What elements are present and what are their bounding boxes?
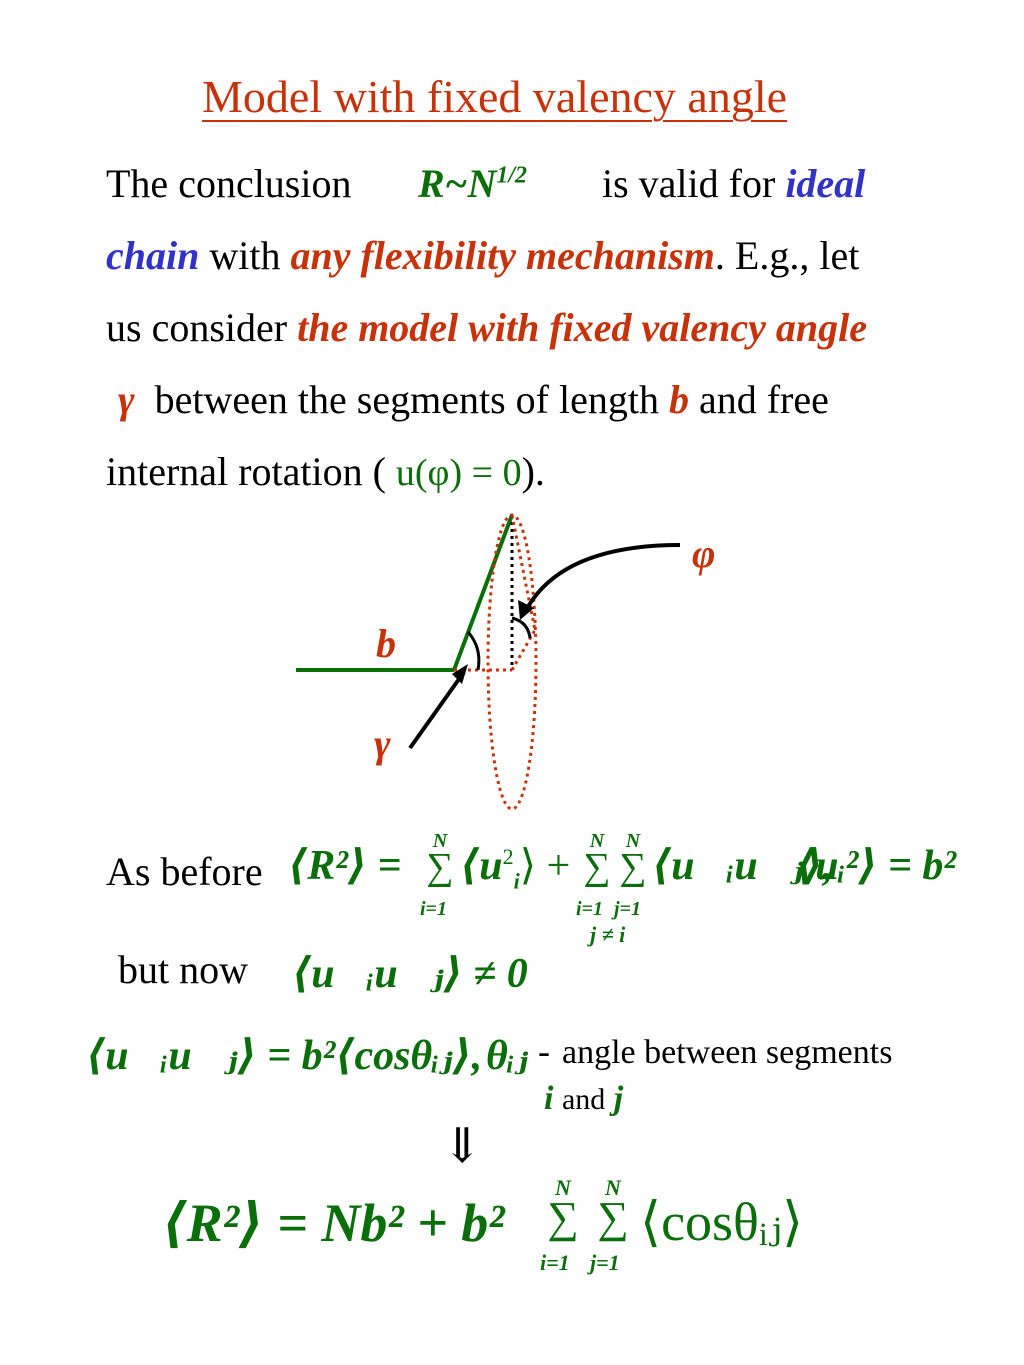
eq4-sum2-top: N — [605, 1175, 621, 1200]
text-model-fixed: the model with fixed valency angle — [297, 305, 867, 350]
label-gamma: γ — [374, 721, 391, 766]
text-with: with — [209, 233, 281, 278]
eq4-sum1-top: N — [555, 1175, 571, 1200]
phi-arrow — [525, 545, 680, 612]
eq1-sum1-sigma: ∑ — [426, 846, 454, 888]
eq3-desc-i: i — [544, 1080, 554, 1117]
text-the-conclusion: The conclusion — [106, 161, 352, 206]
eq2-expr: ⟨u⃗ᵢu⃗ⱼ⟩ ≠ 0 — [292, 951, 528, 997]
text-any-flexibility: any flexibility mechanism — [290, 233, 715, 278]
eq3-theta: θᵢⱼ — [486, 1033, 529, 1079]
rotated-projection — [512, 630, 535, 670]
eq1-sum1-bot: i=1 — [420, 898, 447, 920]
eq3-expr: ⟨u⃗ᵢu⃗ⱼ⟩ = b²⟨cosθᵢⱼ⟩, — [86, 1033, 483, 1079]
text-b: b — [668, 377, 689, 422]
text-close-paren: ). — [521, 449, 545, 494]
text-and-free: and free — [698, 377, 829, 422]
eq1-sum3-top: N — [625, 830, 641, 852]
text-is-valid-for: is valid for — [602, 161, 776, 206]
eq1-term3: ⟨uᵢ²⟩ = b² — [796, 843, 956, 889]
eq1-condition: j ≠ i — [590, 922, 626, 947]
eq4-sum2-sigma: ∑ — [597, 1193, 629, 1242]
eq3-desc-and: and — [561, 1083, 606, 1116]
phi-arc — [512, 618, 530, 638]
eq1-lhs — [288, 840, 401, 890]
label-phi: φ — [692, 531, 716, 576]
eq1-sum3-sigma: ∑ — [619, 846, 647, 888]
eq1-term2: ⟨u⃗ᵢu⃗ⱼ⟩, — [652, 843, 834, 889]
text-ideal: ideal — [785, 161, 866, 206]
text-internal-rotation: internal rotation ( — [106, 449, 386, 494]
eq3-desc-line1: angle between segments — [562, 1034, 893, 1071]
text-us-consider: us consider — [106, 305, 288, 350]
eq1-sum2-top: N — [589, 830, 605, 852]
text-between-segments: between the segments of length — [154, 377, 659, 422]
eq3-dash: - — [538, 1031, 550, 1071]
eq1-sum3-bot: j=1 — [614, 898, 641, 920]
eq1-term1: $⟨u^2_i⟩$ + — [460, 843, 571, 894]
eq4-sum1-sigma: ∑ — [547, 1193, 579, 1242]
eq1-term1-close: ⟩ + — [519, 843, 571, 889]
gamma-arrow — [410, 672, 464, 748]
label-b: b — [376, 621, 396, 666]
eq4-rhs: ⟨cosθᵢⱼ⟩ — [640, 1192, 804, 1252]
eq2-prefix: but now — [118, 947, 248, 992]
segment-slanted — [454, 515, 512, 670]
eq1-sum2-sigma: ∑ — [583, 846, 611, 888]
slide-title: Model with fixed valency angle — [202, 71, 788, 122]
eq1-prefix: As before — [106, 849, 263, 894]
formula-r-n-exponent: 1/2 — [496, 162, 528, 189]
text-eg-let: . E.g., let — [714, 233, 860, 278]
eq1-sum2-bot: i=1 — [576, 898, 603, 920]
eq4-sum2-bot: j=1 — [590, 1250, 620, 1275]
eq4-lhs: ⟨R²⟩ = Nb² + b² — [162, 1193, 505, 1253]
formula-r-n-base: R~N — [418, 161, 497, 206]
formula-u-phi: u(φ) = 0 — [395, 452, 522, 494]
text-gamma: γ — [118, 377, 135, 422]
eq4-sum1-bot: i=1 — [540, 1250, 570, 1275]
eq1-term1-text: ⟨u — [460, 843, 503, 889]
text-chain: chain — [106, 233, 200, 278]
eq1-lhs-text: ⟨R²⟩ = — [288, 843, 402, 889]
gamma-arc — [468, 632, 479, 670]
eq1-sum1-top: N — [432, 830, 448, 852]
implies-arrow: ⇓ — [442, 1120, 483, 1173]
eq3-desc-j: j — [613, 1080, 624, 1117]
eq3-desc-line2 — [544, 1080, 623, 1118]
